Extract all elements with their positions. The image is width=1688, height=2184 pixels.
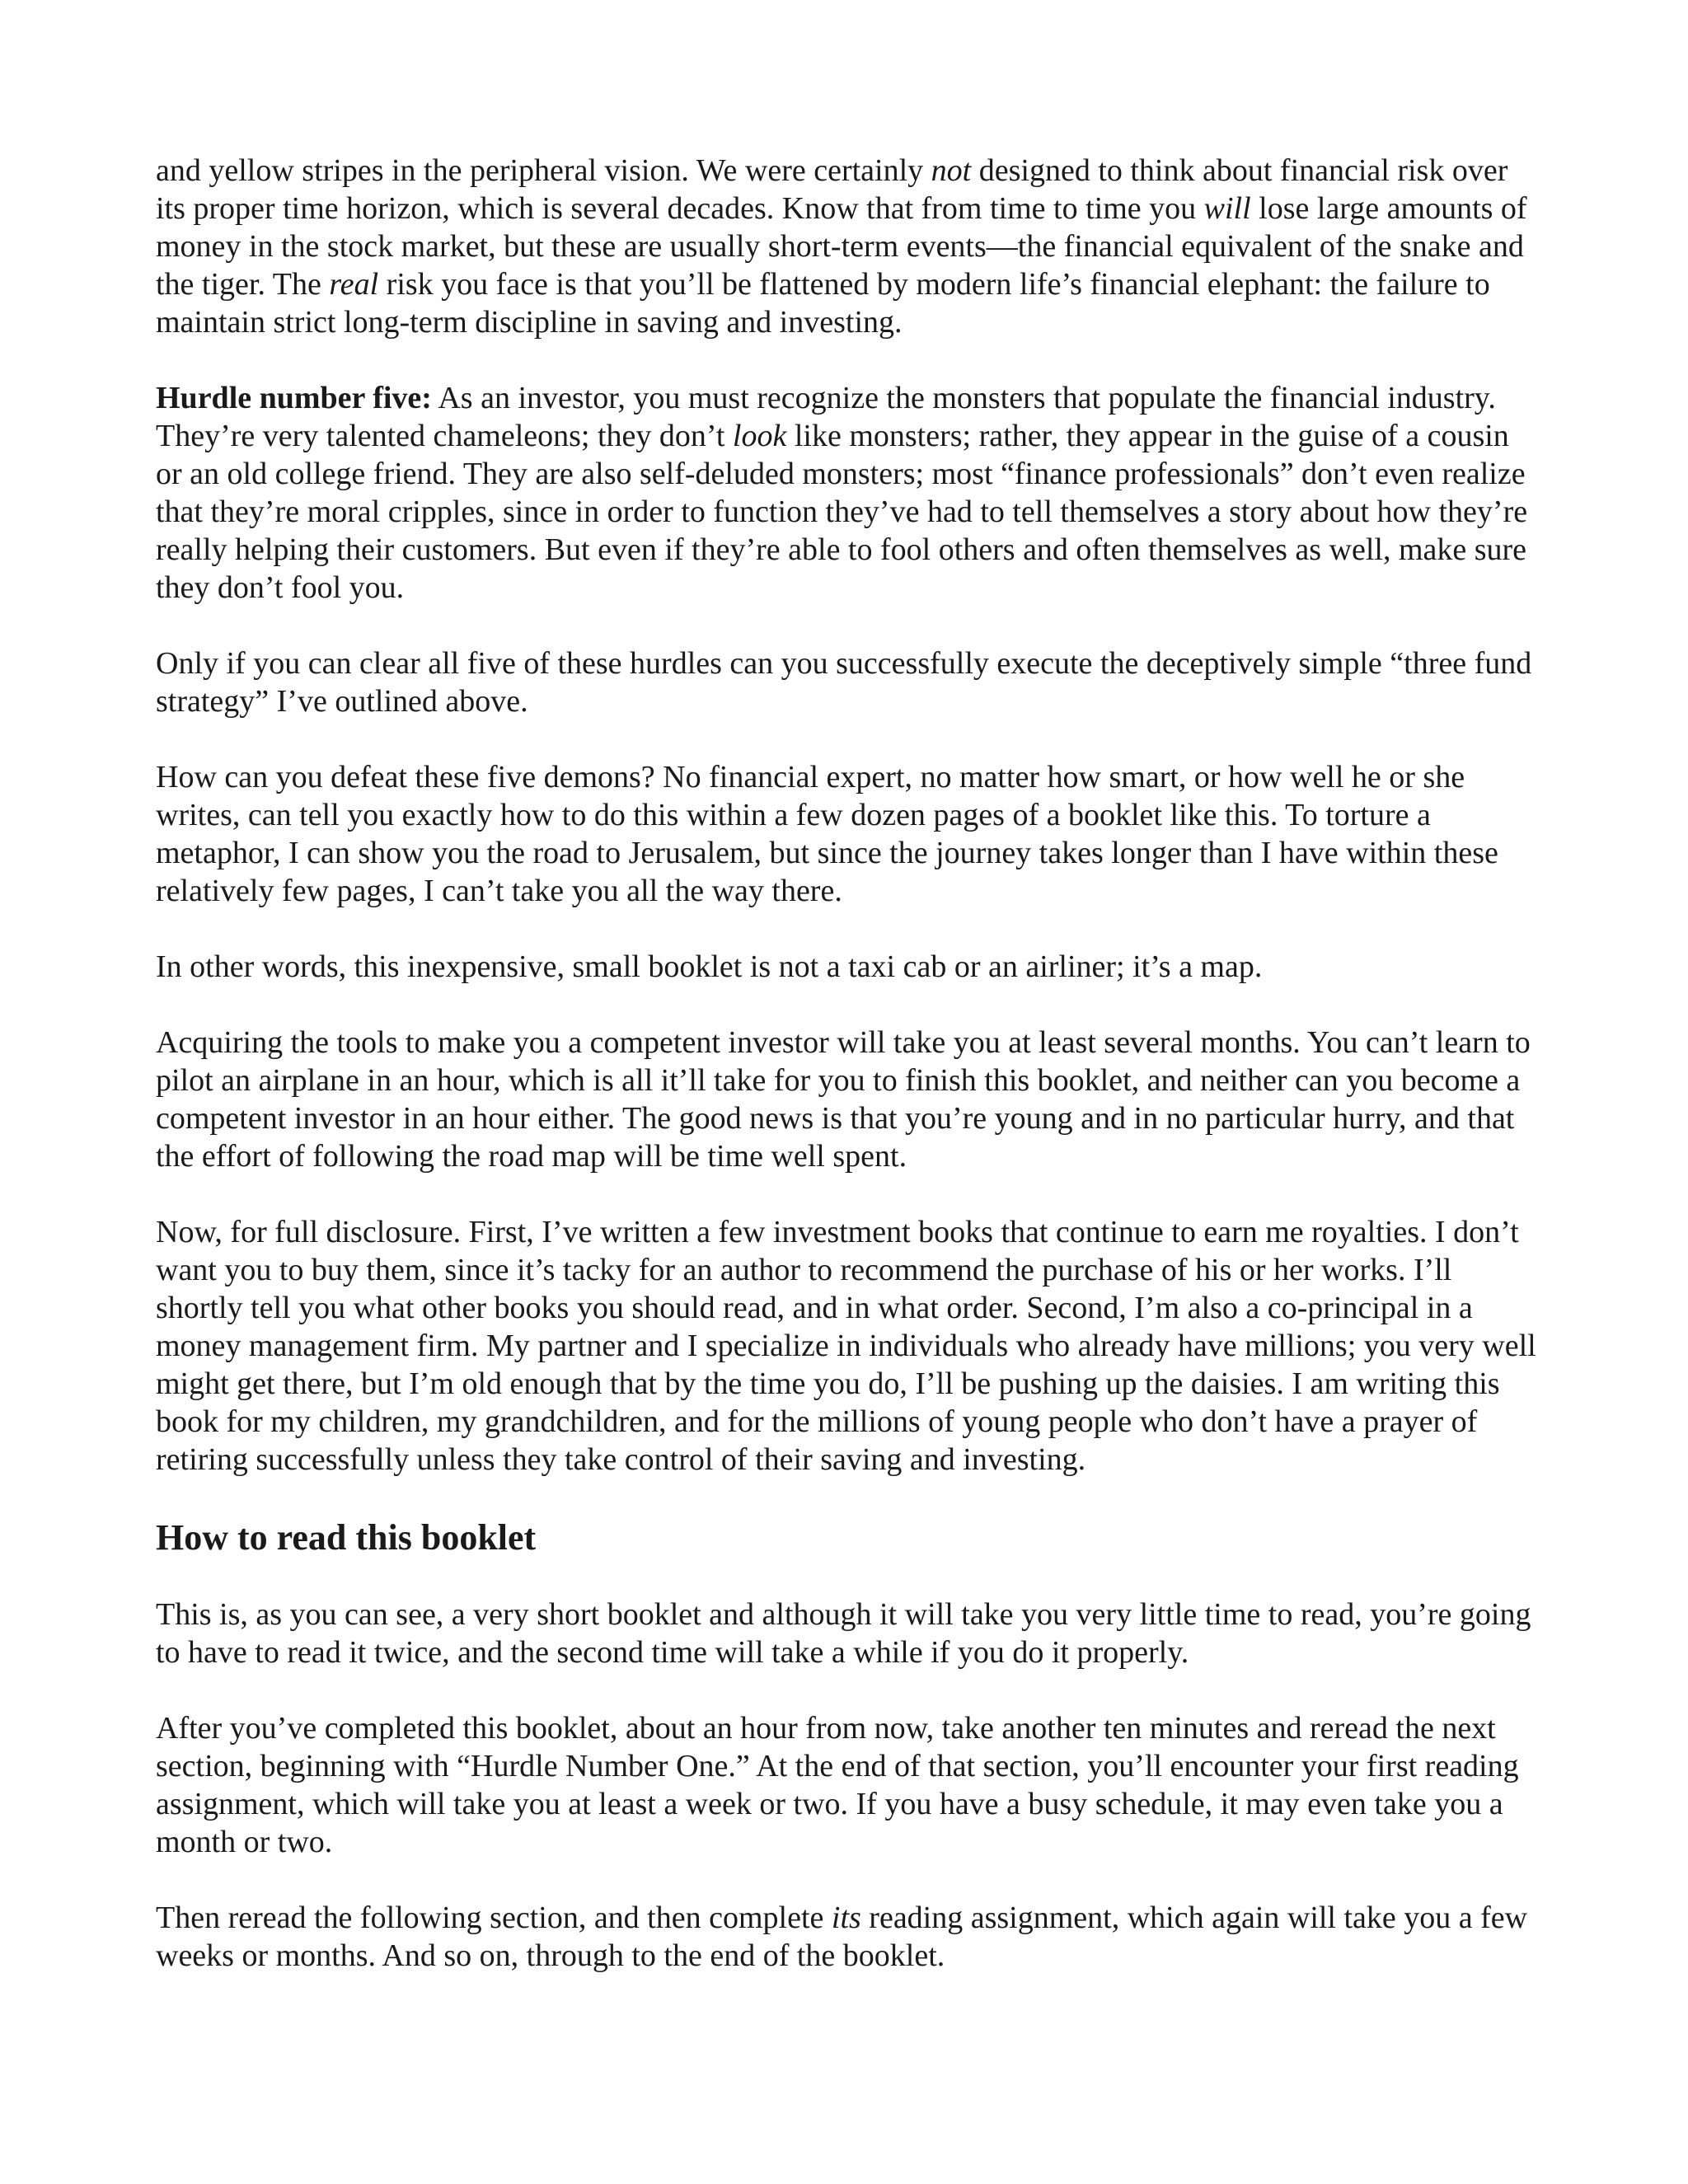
emphasis-text: its	[831, 1900, 861, 1935]
text-run: designed to think about financial risk over its proper time horizon, which is several decades. Know that from time to time you	[156, 153, 1508, 226]
emphasis-text: real	[329, 267, 379, 302]
paragraph-short-booklet: This is, as you can see, a very short booklet and although it will take you very little time to read, you’re going to have to read it twice, and the second time will take a while if you do it properly.	[156, 1597, 1531, 1670]
paragraph-then-reread	[156, 1899, 1540, 1975]
text-run: and yellow stripes in the peripheral vision. We were certainly	[156, 153, 931, 188]
text-run: risk you face is that you’ll be flattened by modern life’s financial elephant: the failure to maintain strict long-term discipline in saving and investing.	[156, 267, 1490, 340]
emphasis-text: will	[1203, 191, 1251, 226]
text-run: Then reread the following section, and then complete	[156, 1900, 832, 1935]
text-run: lose large amounts of money in the stock market, but these are usually short-term events—the financial equivalent of the snake and the tiger. The	[156, 191, 1527, 302]
emphasis-text: not	[931, 153, 972, 188]
hurdle-label: Hurdle number five:	[156, 381, 432, 415]
paragraph-peripheral-vision	[156, 152, 1540, 341]
text-run: like monsters; rather, they appear in the guise of a cousin or an old college friend. They are also self-deluded monsters; most “finance professionals” don’t even realize that they’re moral cripples, since in order to function they’ve had to tell themselves a story about how they’re really helping their customers. But even if they’re able to fool others and often themselves as well, make sure they don’t fool you.	[156, 419, 1528, 605]
paragraph-defeat-demons: How can you defeat these five demons? No financial expert, no matter how smart, or how well he or she writes, can tell you exactly how to do this within a few dozen pages of a booklet like this. To torture a metaphor, I can show you the road to Jerusalem, but since the journey takes longer than I have within these relatively few pages, I can’t take you all the way there.	[156, 760, 1498, 908]
paragraph-clear-hurdles: Only if you can clear all five of these hurdles can you successfully execute the deceptively simple “three fund strategy” I’ve outlined above.	[156, 646, 1532, 719]
paragraph-acquiring-tools: Acquiring the tools to make you a competent investor will take you at least several months. You can’t learn to pilot an airplane in an hour, which is all it’ll take for you to finish this booklet, and neither can you become a competent investor in an hour either. The good news is that you’re young and in no particular hurry, and that the effort of following the road map will be time well spent.	[156, 1025, 1531, 1174]
paragraph-map: In other words, this inexpensive, small booklet is not a taxi cab or an airliner; it’s a map.	[156, 949, 1263, 984]
document-page	[156, 152, 1540, 2013]
paragraph-hurdle-five	[156, 379, 1540, 607]
paragraph-after-completed: After you’ve completed this booklet, about an hour from now, take another ten minutes and reread the next section, beginning with “Hurdle Number One.” At the end of that section, you’ll encounter your first reading assignment, which will take you at least a week or two. If you have a busy schedule, it may even take you a month or two.	[156, 1711, 1519, 1859]
text-run: reading assignment, which again will take you a few weeks or months. And so on, through to the end of the booklet.	[156, 1900, 1528, 1973]
text-run: As an investor, you must recognize the monsters that populate the financial industry. They’re very talented chameleons; they don’t	[156, 381, 1496, 453]
paragraph-full-disclosure: Now, for full disclosure. First, I’ve written a few investment books that continue to earn me royalties. I don’t want you to buy them, since it’s tacky for an author to recommend the purchase of his or her works. I’ll shortly tell you what other books you should read, and in what order. Second, I’m also a co-principal in a money management firm. My partner and I specialize in individuals who already have millions; you very well might get there, but I’m old enough that by the time you do, I’ll be pushing up the daisies. I am writing this book for my children, my grandchildren, and for the millions of young people who don’t have a prayer of retiring successfully unless they take control of their saving and investing.	[156, 1215, 1536, 1477]
section-heading: How to read this booklet	[156, 1517, 537, 1558]
emphasis-text: look	[732, 419, 787, 453]
